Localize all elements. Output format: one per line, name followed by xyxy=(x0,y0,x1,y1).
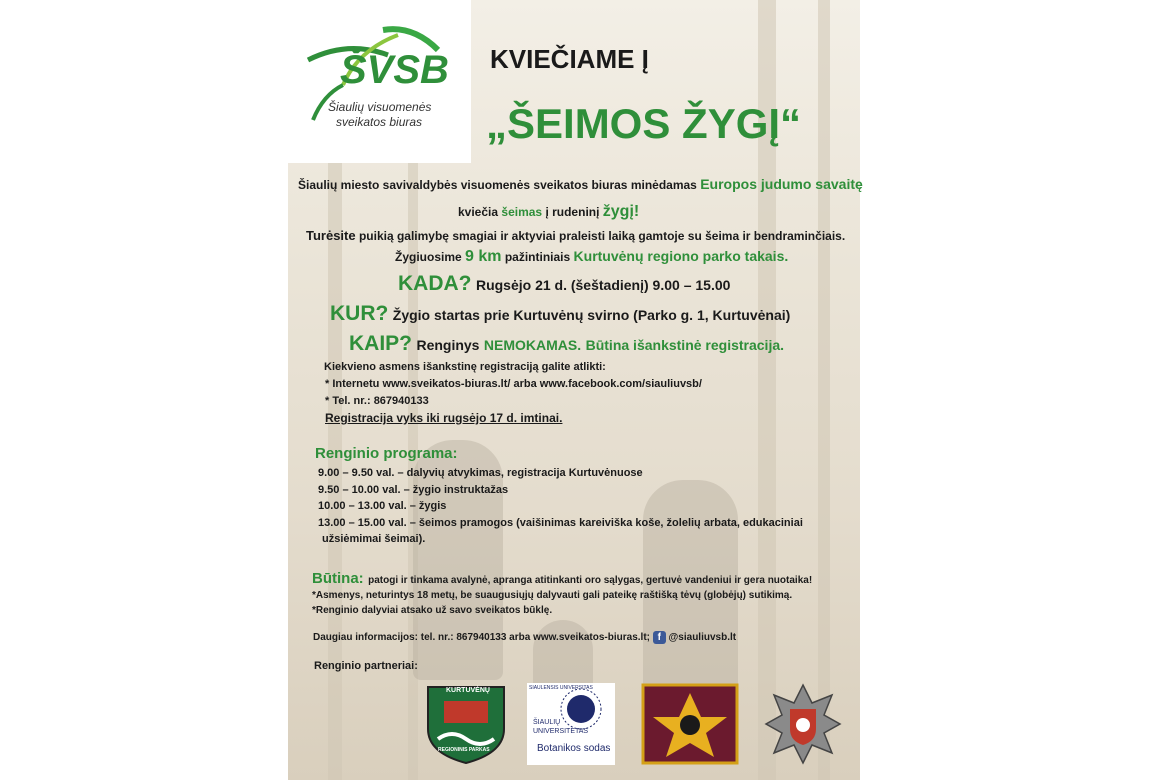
intro-text: puikią galimybę smagiai ir aktyviai praleisti laiką gamtoje su šeima ir bendraminčiais. xyxy=(358,229,846,243)
rescue-star-icon xyxy=(764,683,842,765)
kurtuvenu-park-logo xyxy=(424,683,508,765)
intro-text: pažintiniais xyxy=(504,250,571,264)
required-label: Būtina: xyxy=(312,570,364,587)
how-highlight: Būtina išankstinė registracija. xyxy=(585,337,785,353)
intro-line4 xyxy=(395,248,788,266)
intro-text: į rudeninį xyxy=(545,205,600,219)
university-line2: UNIVERSITETAS xyxy=(533,728,589,735)
how-row xyxy=(349,332,784,356)
intro-highlight: 9 km xyxy=(465,248,502,265)
required-note: *Asmenys, neturintys 18 metų, be suaugusiųjų dalyvauti gali pateikę raštišką tėvų (globėjų) sutikimą. xyxy=(312,590,793,601)
intro-line3 xyxy=(306,228,845,243)
registration-internet: * Internetu www.sveikatos-biuras.lt/ arba www.facebook.com/siauliuvsb/ xyxy=(325,378,702,390)
intro-highlight: žygį! xyxy=(602,203,640,220)
partners-title: Renginio partneriai: xyxy=(314,660,418,672)
kurtuvenu-bottom-label: REGIONINIS PARKAS xyxy=(438,747,490,753)
when-label: KADA? xyxy=(398,272,472,295)
program-item: užsiėmimai šeimai). xyxy=(322,533,426,545)
where-label: KUR? xyxy=(330,302,389,325)
info-facebook: @siauliuvsb.lt xyxy=(668,632,737,644)
info-text: Daugiau informacijos: tel. nr.: 867940133 arba www.sveikatos-biuras.lt; xyxy=(313,632,650,644)
logo-mark: ŠVSB xyxy=(340,48,449,92)
where-text: Žygio startas prie Kurtuvėnų svirno (Parko g. 1, Kurtuvėnai) xyxy=(392,307,791,323)
intro-text: Žygiuosime xyxy=(395,250,462,264)
military-unit-logo xyxy=(641,683,739,765)
logo-line2: sveikatos biuras xyxy=(336,115,423,129)
intro-text: kviečia xyxy=(458,205,499,219)
fire-rescue-logo xyxy=(764,683,842,765)
facebook-icon: f xyxy=(653,631,666,644)
university-ring-text: SIAULENSIS UNIVERSITAS xyxy=(529,685,593,691)
how-label: KAIP? xyxy=(349,332,412,355)
intro-highlight: šeimas xyxy=(501,205,543,219)
page-title: „ŠEIMOS ŽYGĮ“ xyxy=(486,100,802,147)
kurtuvenu-top-label: KURTUVĖNŲ xyxy=(446,687,490,694)
how-highlight: NEMOKAMAS. xyxy=(483,337,582,353)
required-row xyxy=(312,570,812,588)
program-item: 9.50 – 10.00 val. – žygio instruktažas xyxy=(318,484,509,496)
header-invite: KVIEČIAME Į xyxy=(490,44,649,74)
program-title: Renginio programa: xyxy=(315,445,458,462)
where-row xyxy=(330,302,790,326)
required-note: *Renginio dalyviai atsako už savo sveikatos būklę. xyxy=(312,605,553,616)
info-row xyxy=(313,631,736,644)
registration-deadline: Registracija vyks iki rugsėjo 17 d. imtinai. xyxy=(325,411,563,425)
intro-highlight: Europos judumo savaitę xyxy=(700,176,863,192)
program-item: 10.00 – 13.00 val. – žygis xyxy=(318,500,447,512)
background-tree xyxy=(818,0,830,780)
intro-highlight: Kurtuvėnų regiono parko takais. xyxy=(573,248,789,264)
program-item: 13.00 – 15.00 val. – šeimos pramogos (vaišinimas kareiviška koše, žolelių arbata, edukaciniai xyxy=(318,517,803,529)
intro-line1 xyxy=(298,176,863,192)
how-text: Renginys xyxy=(416,337,480,353)
when-row xyxy=(398,272,730,296)
required-text: patogi ir tinkama avalynė, apranga atitinkanti oro sąlygas, gertuvė vandeniui ir gera nuotaika! xyxy=(368,575,813,586)
when-text: Rugsėjo 21 d. (šeštadienį) 9.00 – 15.00 xyxy=(475,277,731,293)
university-caption: Botanikos sodas xyxy=(537,743,611,754)
svsb-logo xyxy=(288,0,471,163)
intro-text: Turėsite xyxy=(306,228,356,243)
intro-line2 xyxy=(458,203,639,221)
registration-intro: Kiekvieno asmens išankstinę registraciją galite atlikti: xyxy=(324,361,606,373)
registration-phone: * Tel. nr.: 867940133 xyxy=(325,395,429,407)
military-emblem-icon xyxy=(641,683,739,765)
logo-line1: Šiaulių visuomenės xyxy=(328,100,432,114)
university-line1: ŠIAULIŲ xyxy=(533,719,561,726)
intro-text: Šiaulių miesto savivaldybės visuomenės sveikatos biuras minėdamas xyxy=(298,178,697,192)
siauliai-university-logo xyxy=(527,683,615,765)
program-item: 9.00 – 9.50 val. – dalyvių atvykimas, registracija Kurtuvėnuose xyxy=(318,467,643,479)
